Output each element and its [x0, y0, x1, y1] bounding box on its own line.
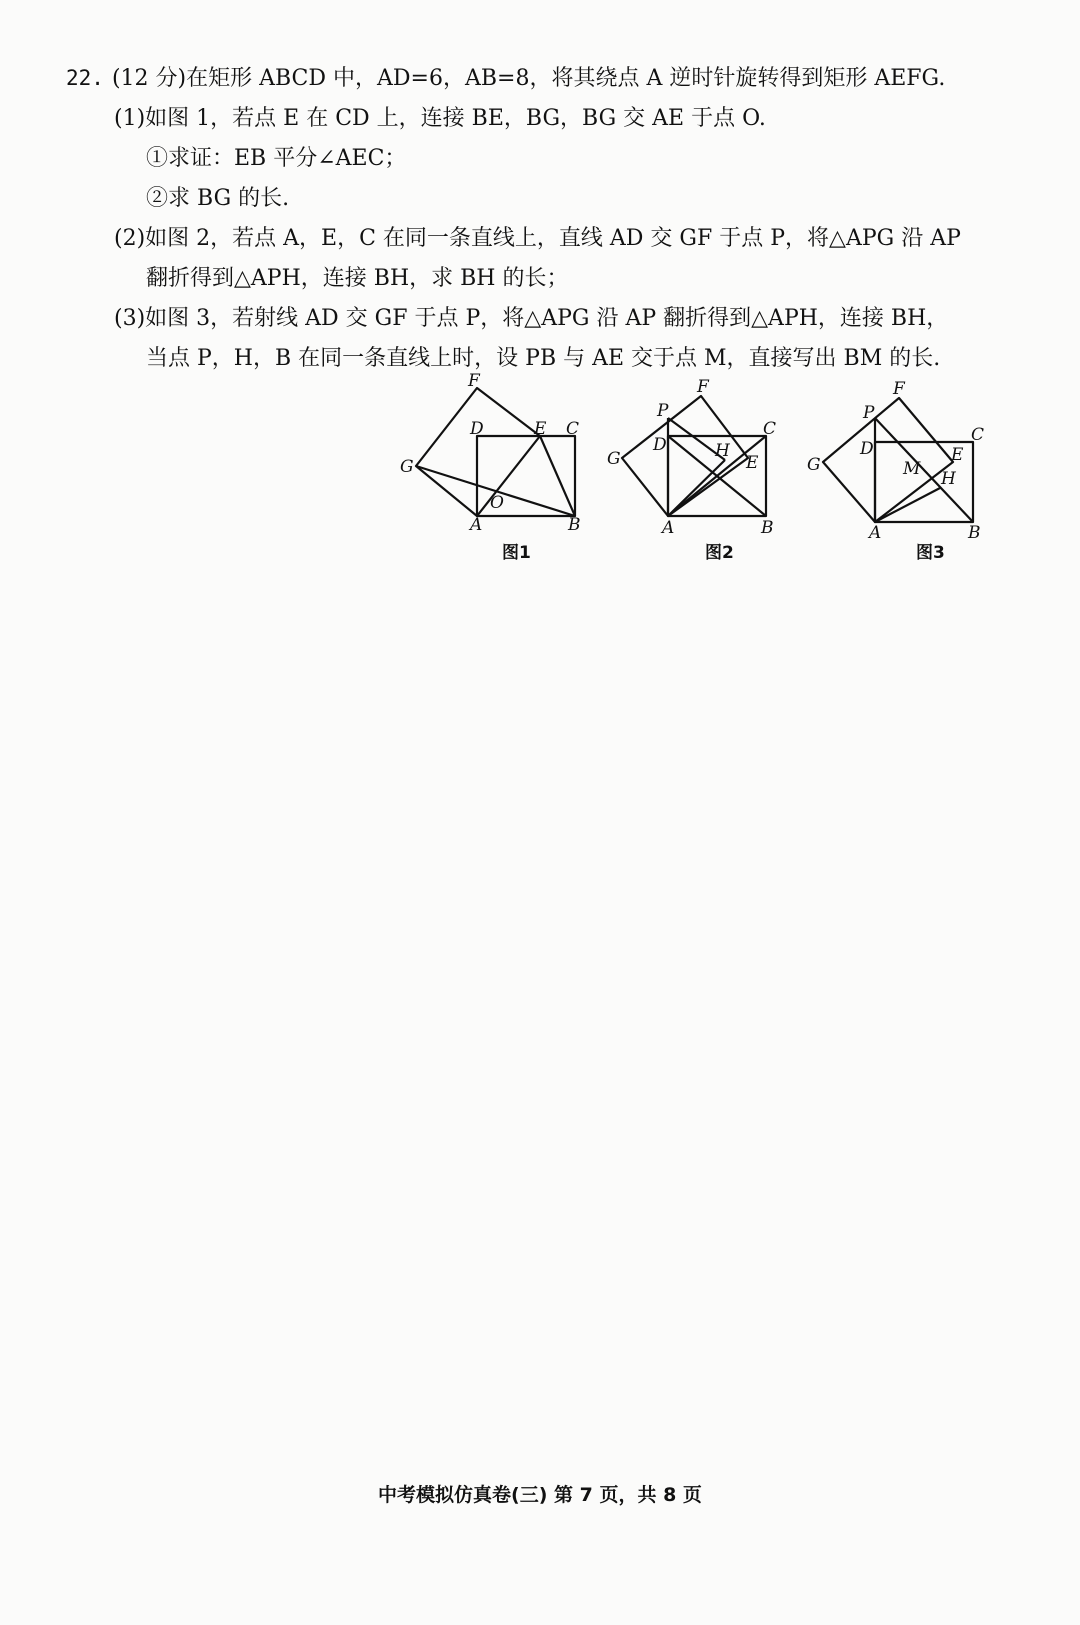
fig2-label-p: P [657, 401, 669, 421]
part-3-statement: (3)如图 3，若射线 AD 交 GF 于点 P，将△APG 沿 AP 翻折得到△APH，连接 BH， [114, 306, 949, 331]
fig3-label-h: H [941, 469, 956, 489]
problem-intro-line [66, 58, 1026, 99]
fig3-segment-ah [875, 488, 940, 522]
fig2-caption: 图2 [705, 543, 734, 563]
fig1-label-b: B [568, 515, 581, 535]
fig3-rectangle-aefg [823, 398, 953, 522]
fig2-label-d: D [653, 435, 667, 455]
part-1-statement: (1)如图 1，若点 E 在 CD 上，连接 BE，BG，BG 交 AE 于点 O. [114, 106, 766, 131]
fig1-label-o: O [490, 493, 504, 513]
problem-22 [66, 58, 1026, 379]
fig3-label-d: D [860, 439, 874, 459]
fig3-label-b: B [968, 523, 981, 543]
fig2-label-a: A [662, 518, 675, 538]
fig1-label-f: F [468, 371, 480, 391]
fig1-label-g: G [400, 457, 414, 477]
part-2-statement-cont: 翻折得到△APH，连接 BH，求 BH 的长； [146, 266, 569, 291]
fig2-label-g: G [607, 449, 621, 469]
page-footer: 中考模拟仿真卷(三) 第 7 页，共 8 页 [378, 1484, 702, 1506]
fig3-label-c: C [971, 425, 985, 445]
figures-area [400, 371, 1020, 578]
fig2-label-b: B [761, 518, 774, 538]
fig3-label-f: F [893, 379, 905, 399]
problem-number: 22. [66, 66, 104, 90]
figure-2 [605, 378, 795, 573]
fig3-caption: 图3 [916, 543, 945, 563]
part-2-statement: (2)如图 2，若点 A，E，C 在同一条直线上，直线 AD 交 GF 于点 P，将△APG 沿 AP [114, 226, 961, 251]
fig2-label-h: H [715, 441, 730, 461]
part-1-question-b: ②求 BG 的长. [146, 186, 290, 211]
fig1-label-a: A [470, 515, 483, 535]
fig1-label-e: E [534, 419, 547, 439]
problem-intro: (12 分)在矩形 ABCD 中，AD=6，AB=8，将其绕点 A 逆时针旋转得到矩形 AEFG. [111, 66, 946, 91]
fig3-label-m: M [903, 459, 921, 479]
fig1-label-c: C [566, 419, 580, 439]
fig2-segment-ah [668, 460, 725, 516]
fig2-label-f: F [697, 377, 709, 397]
fig1-caption: 图1 [502, 543, 531, 563]
part-1-question-a: ①求证：EB 平分∠AEC； [146, 146, 407, 171]
fig3-label-p: P [863, 403, 875, 423]
fig2-label-c: C [763, 419, 777, 439]
figure-1 [400, 371, 590, 573]
fig1-label-d: D [470, 419, 484, 439]
fig3-label-a: A [869, 523, 882, 543]
fig3-label-g: G [807, 455, 821, 475]
figure-3 [805, 378, 1005, 573]
fig1-segment-be [540, 436, 575, 516]
fig3-label-e: E [951, 445, 964, 465]
part-3-statement-cont: 当点 P，H，B 在同一条直线上时，设 PB 与 AE 交于点 M，直接写出 BM 的长. [146, 346, 941, 371]
fig2-label-e: E [746, 453, 759, 473]
fig3-segment-pb [875, 418, 973, 522]
